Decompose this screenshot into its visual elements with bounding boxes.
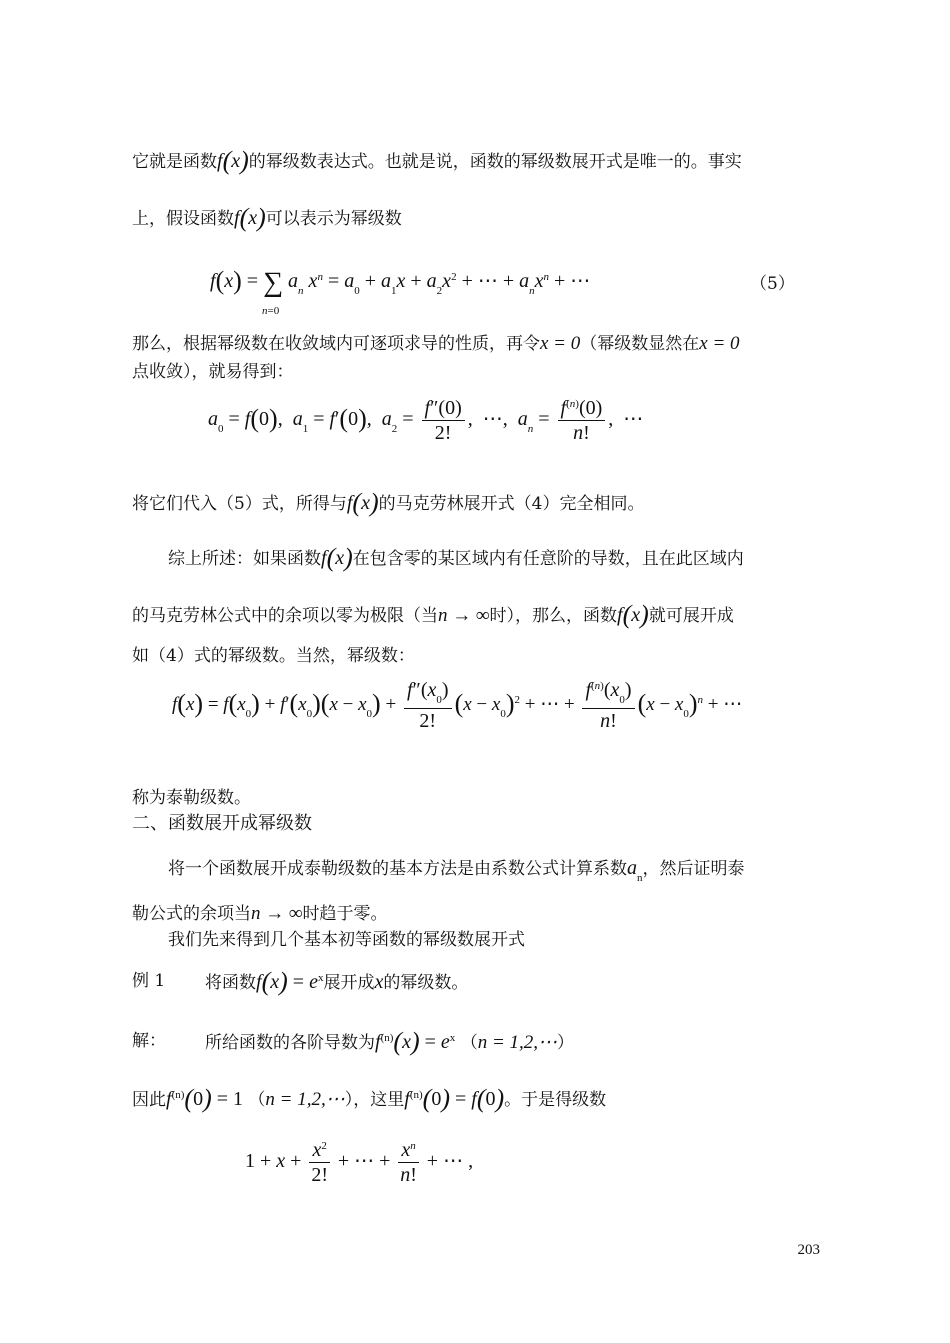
math-x-eq-0: x = 0 — [540, 333, 581, 354]
math-fn-0: $f^{(n)}(0) = 1$ — [166, 1084, 244, 1113]
exponential-series: 1 + x + $\frac{x^2}{2!}$ + ⋯ + $\frac{x^n}{n!}$ + ⋯ , — [245, 1139, 474, 1186]
paragraph-line: 综上所述：如果函数f(x)在包含零的某区域内有任意阶的导数，且在此区域内 — [168, 543, 744, 572]
section-heading: 二、函数展开成幂级数 — [132, 813, 312, 834]
example-label: 例 1 — [132, 971, 166, 991]
math-fx: f(x) — [234, 203, 266, 232]
paragraph-line: 点收敛），就易得到： — [132, 362, 294, 382]
solution-label: 解： — [132, 1031, 166, 1051]
math-x-eq-0: x = 0 — [699, 333, 740, 354]
math-n-range: n = 1,2,⋯ — [265, 1089, 345, 1110]
paragraph-line: 那么，根据幂级数在收敛域内可逐项求导的性质，再令x = 0（幂级数显然在x = 0 — [132, 333, 740, 354]
taylor-series-equation: $f(x) = f(x_0) + f'(x_0)(x - x_0)$ + $\frac{f''(x_0)}{2!}$ $(x - x_0)^2$ + ⋯ + $\frac{f^{(n)}(x_0)}{n!}$ $(x - x_0)^n$ + ⋯ — [172, 679, 743, 732]
math-an: $a_n$ — [627, 857, 643, 884]
paragraph-line: 它就是函数f(x)的幂级数表达式。也就是说，函数的幂级数展开式是唯一的。事实 — [132, 146, 742, 175]
math-fn-x: $f^{(n)}(x) = e^x$ — [375, 1027, 456, 1056]
math-fx: f(x) — [617, 600, 649, 629]
math-n-to-infinity: n → ∞ — [251, 903, 303, 924]
paragraph-line: 勒公式的余项当n → ∞时趋于零。 — [132, 903, 388, 924]
paragraph-line: 称为泰勒级数。 — [132, 788, 251, 808]
paragraph-line: 的马克劳林公式中的余项以零为极限（当n → ∞时），那么，函数f(x)就可展开成 — [132, 600, 734, 629]
math-fx-ex: $f(x) = e^x$ — [256, 967, 324, 996]
example-text: 将函数$f(x) = e^x$展开成x的幂级数。 — [205, 967, 469, 996]
paragraph-line: 将一个函数展开成泰勒级数的基本方法是由系数公式计算系数$a_n$，然后证明泰 — [168, 857, 745, 884]
paragraph-line: 如（4）式的幂级数。当然，幂级数： — [132, 646, 415, 666]
coefficient-equation: $a_0 = f(0)$, $a_1 = f'(0)$, $a_2$ = $\frac{f''(0)}{2!}$ , ⋯, $a_n$ = $\frac{f^{(n)}(0)}{n!}$ , ⋯ — [208, 397, 644, 444]
math-n-range: n = 1,2,⋯ — [477, 1032, 558, 1053]
math-fx: f(x) — [321, 543, 353, 572]
paragraph-line: 上，假设函数f(x)可以表示为幂级数 — [132, 203, 402, 232]
paragraph-line: 将它们代入（5）式，所得与f(x)的马克劳林展开式（4）完全相同。 — [132, 488, 645, 517]
page-number: 203 — [797, 1242, 820, 1258]
solution-text: 所给函数的各阶导数为$f^{(n)}(x) = e^x$ （n = 1,2,⋯） — [205, 1027, 575, 1056]
math-fx: f(x) — [346, 488, 379, 517]
math-fx: f(x) — [217, 146, 249, 175]
equation-5: f(x) = ∑ $a_n$ $x^n = a_0 + a_1x + a_2x^2$ + ⋯ + $a_nx^n$ + ⋯ — [210, 266, 591, 298]
math-n-to-infinity: n → ∞ — [438, 605, 490, 626]
equation-number: （5） — [750, 274, 795, 294]
sum-index: n=0 — [262, 305, 280, 317]
paragraph-line: 我们先来得到几个基本初等函数的幂级数展开式 — [168, 930, 525, 950]
paragraph-line: 因此$f^{(n)}(0) = 1$ （n = 1,2,⋯），这里$f^{(n)}(0) = f(0)$。于是得级数 — [132, 1084, 607, 1113]
math-fn-0-eq-f0: $f^{(n)}(0) = f(0)$ — [404, 1084, 505, 1113]
math-var-x: x — [374, 971, 384, 993]
